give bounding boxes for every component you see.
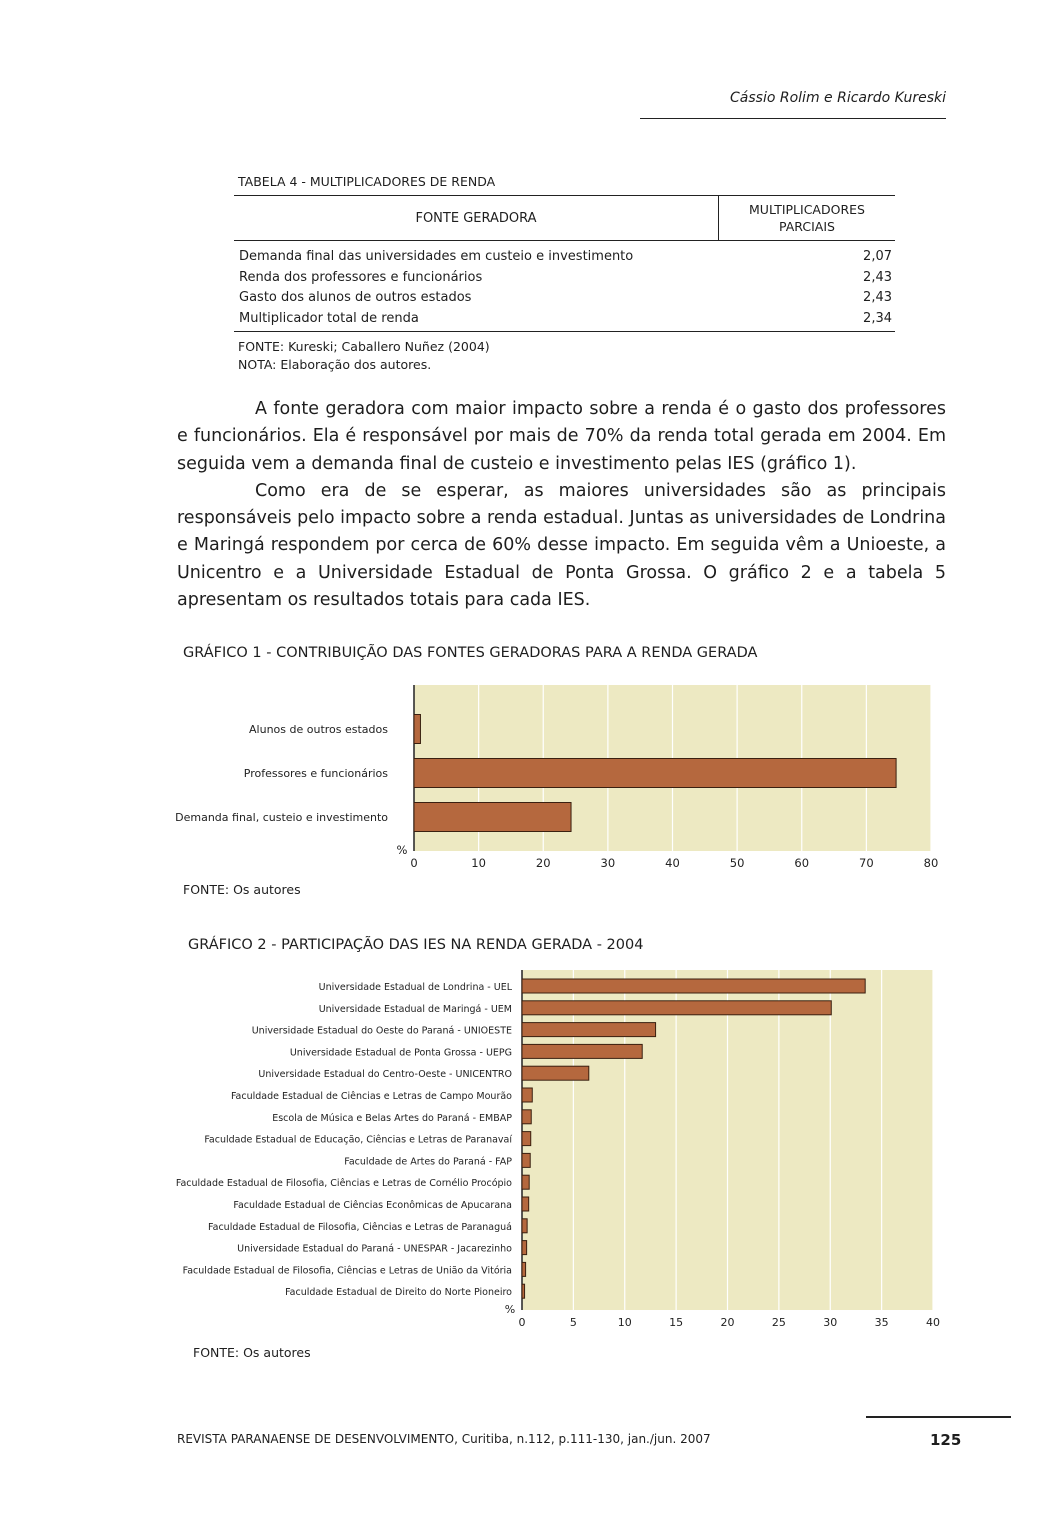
bar xyxy=(522,1132,531,1146)
table-notes xyxy=(238,338,490,374)
row-label: Demanda final das universidades em custeio e investimento xyxy=(239,249,634,264)
multipliers-table xyxy=(234,195,895,332)
axis-unit-label: % xyxy=(504,1303,516,1316)
tick-label: 80 xyxy=(923,856,939,870)
bar xyxy=(414,803,571,832)
tick-label: 20 xyxy=(535,856,551,870)
category-label: Universidade Estadual do Centro-Oeste - UNICENTRO xyxy=(258,1069,512,1081)
table-row xyxy=(234,309,895,330)
table-title: TABELA 4 - MULTIPLICADORES DE RENDA xyxy=(238,174,496,189)
tick-label: 0 xyxy=(518,1316,526,1329)
chart2-source: FONTE: Os autores xyxy=(193,1345,311,1360)
column-header-multipliers-line1: MULTIPLICADORES xyxy=(749,202,865,217)
table-body xyxy=(234,241,895,331)
paragraph: A fonte geradora com maior impacto sobre a renda é o gasto dos professores e funcionários. Ela é responsável por mais de 70% da renda total gerada em 2004. Em seguida vem a demanda final de custeio e investimento pelas IES (gráfico 1). xyxy=(177,399,946,474)
bar xyxy=(414,759,896,788)
header-authors: Cássio Rolim e Ricardo Kureski xyxy=(730,90,946,106)
chart1-title: GRÁFICO 1 - CONTRIBUIÇÃO DAS FONTES GERADORAS PARA A RENDA GERADA xyxy=(183,645,758,661)
row-value: 2,43 xyxy=(863,290,892,305)
tick-label: 40 xyxy=(665,856,680,870)
bar xyxy=(414,715,420,744)
header-rule xyxy=(640,118,946,119)
column-header-multipliers xyxy=(719,196,895,240)
tick-label: 30 xyxy=(823,1316,838,1329)
bar xyxy=(522,1262,526,1276)
chart1-source: FONTE: Os autores xyxy=(183,882,301,897)
tick-label: 50 xyxy=(729,856,745,870)
table-row xyxy=(234,247,895,268)
tick-label: 0 xyxy=(410,856,418,870)
category-label: Professores e funcionários xyxy=(243,767,388,780)
bar xyxy=(522,1219,527,1233)
column-header-multipliers-line2: PARCIAIS xyxy=(779,219,835,234)
chart2-title: GRÁFICO 2 - PARTICIPAÇÃO DAS IES NA RENDA GERADA - 2004 xyxy=(188,937,644,953)
category-label: Faculdade Estadual de Filosofia, Ciências e Letras de Paranaguá xyxy=(208,1221,512,1233)
tick-label: 10 xyxy=(471,856,486,870)
category-label: Faculdade Estadual de Filosofia, Ciências e Letras de Cornélio Procópio xyxy=(175,1178,512,1190)
category-label: Universidade Estadual do Oeste do Paraná - UNIOESTE xyxy=(251,1025,512,1037)
bar xyxy=(522,979,865,993)
tick-label: 25 xyxy=(771,1316,786,1329)
row-label: Renda dos professores e funcionários xyxy=(239,269,483,285)
bar xyxy=(522,1023,656,1037)
category-label: Faculdade Estadual de Educação, Ciências e Letras de Paranavaí xyxy=(204,1134,512,1146)
bar xyxy=(522,1241,527,1255)
category-label: Escola de Música e Belas Artes do Paraná - EMBAP xyxy=(272,1112,512,1124)
row-label: Gasto dos alunos de outros estados xyxy=(239,290,472,305)
tick-label: 60 xyxy=(794,856,810,870)
table-row xyxy=(234,288,895,309)
bar xyxy=(522,1153,530,1167)
tick-label: 5 xyxy=(569,1316,577,1329)
category-label: Universidade Estadual de Ponta Grossa - UEPG xyxy=(289,1047,512,1059)
row-value: 2,43 xyxy=(863,269,892,285)
chart1 xyxy=(170,678,950,878)
bar xyxy=(522,1284,525,1298)
tick-label: 35 xyxy=(874,1316,889,1329)
bar xyxy=(522,1066,589,1080)
footer-journal: REVISTA PARANAENSE DE DESENVOLVIMENTO, Curitiba, n.112, p.111-130, jan./jun. 2007 xyxy=(177,1432,711,1446)
row-value: 2,34 xyxy=(863,310,892,326)
axis-unit-label: % xyxy=(396,843,408,857)
column-header-source: FONTE GERADORA xyxy=(234,196,719,240)
table-row xyxy=(234,268,895,289)
chart2 xyxy=(170,964,960,1338)
category-label: Faculdade Estadual de Filosofia, Ciências e Letras de União da Vitória xyxy=(182,1265,512,1277)
bar xyxy=(522,1197,529,1211)
body-text xyxy=(177,396,946,614)
paragraph: Como era de se esperar, as maiores universidades são as principais responsáveis pelo impacto sobre a renda estadual. Juntas as universidades de Londrina e Maringá respondem por cerca de 60% desse impacto. Em seguida vêm a Unioeste, a Unicentro e a Universidade Estadual de Ponta Grossa. O gráfico 2 e a tabela 5 apresentam os resultados totais para cada IES. xyxy=(177,480,946,611)
category-label: Universidade Estadual do Paraná - UNESPAR - Jacarezinho xyxy=(237,1243,512,1255)
row-label: Multiplicador total de renda xyxy=(239,310,419,326)
table-header xyxy=(234,196,895,241)
bar xyxy=(522,1110,531,1124)
bar xyxy=(522,1001,831,1015)
tick-label: 10 xyxy=(617,1316,632,1329)
bar xyxy=(522,1088,532,1102)
tick-label: 15 xyxy=(669,1316,684,1329)
bar xyxy=(522,1175,529,1189)
category-label: Faculdade Estadual de Ciências Econômicas de Apucarana xyxy=(233,1200,512,1211)
tick-label: 30 xyxy=(600,856,616,870)
tick-label: 20 xyxy=(720,1316,735,1329)
category-label: Alunos de outros estados xyxy=(249,723,388,736)
table-source: FONTE: Kureski; Caballero Nuñez (2004) xyxy=(238,339,490,354)
bar xyxy=(522,1044,642,1058)
footer-rule xyxy=(866,1416,1011,1418)
row-value: 2,07 xyxy=(863,249,892,264)
category-label: Faculdade de Artes do Paraná - FAP xyxy=(344,1156,512,1168)
category-label: Universidade Estadual de Londrina - UEL xyxy=(318,982,512,993)
category-label: Faculdade Estadual de Ciências e Letras de Campo Mourão xyxy=(230,1091,512,1102)
page-number: 125 xyxy=(930,1431,962,1449)
category-label: Faculdade Estadual de Direito do Norte Pioneiro xyxy=(285,1287,512,1299)
category-label: Demanda final, custeio e investimento xyxy=(175,811,388,824)
table-note: NOTA: Elaboração dos autores. xyxy=(238,357,432,372)
tick-label: 40 xyxy=(926,1316,940,1329)
tick-label: 70 xyxy=(859,856,874,870)
category-label: Universidade Estadual de Maringá - UEM xyxy=(318,1003,512,1015)
